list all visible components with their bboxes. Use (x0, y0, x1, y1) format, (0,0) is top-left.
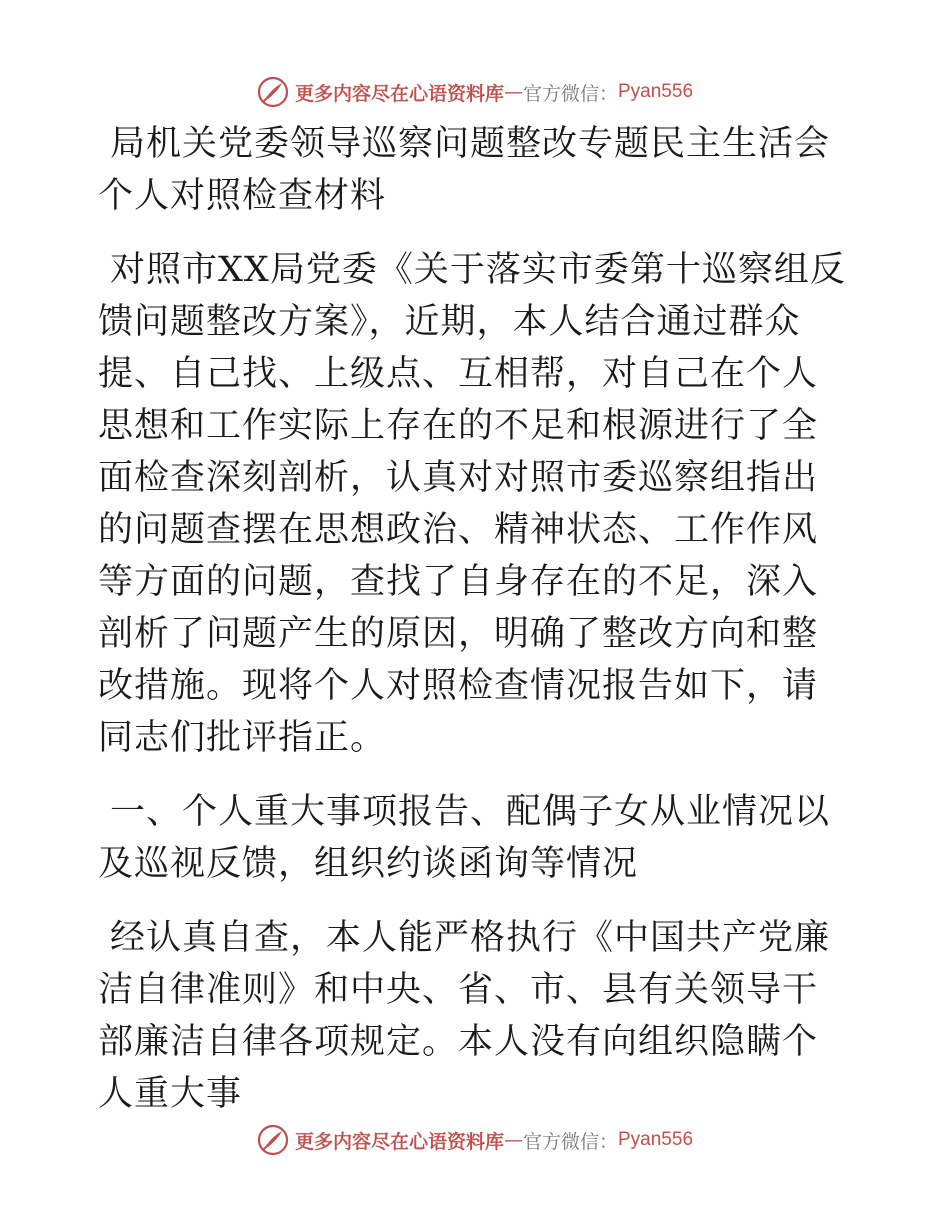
banner-wechat-label: 官方微信： (522, 82, 618, 105)
quill-pen-seal-icon (257, 1124, 289, 1156)
banner-site-text: 更多内容尽在心语资料库 (294, 1130, 504, 1153)
banner-separator: — (503, 81, 523, 103)
document-body (98, 118, 850, 1120)
banner-site-text: 更多内容尽在心语资料库 (294, 82, 504, 105)
banner-wechat-label: 官方微信： (522, 1130, 618, 1153)
banner-separator: — (503, 1129, 523, 1151)
header-watermark-banner (0, 72, 950, 112)
quill-pen-seal-icon (257, 76, 289, 108)
banner-wechat-id: Pyan556 (618, 81, 694, 102)
banner-wechat-id: Pyan556 (618, 1129, 694, 1150)
section-heading-1: 一、个人重大事项报告、配偶子女从业情况以及巡视反馈，组织约谈函询等情况 (98, 792, 831, 884)
paragraph-intro: 对照市XX局党委《关于落实市委第十巡察组反馈问题整改方案》，近期，本人结合通过群众提、自己找、上级点、互相帮，对自己在个人思想和工作实际上存在的不足和根源进行了全面检查深刻剖析，认真对对照市委巡察组指出的问题查摆在思想政治、精神状态、工作作风等方面的问题，查找了自身存在的不足，深入剖析了问题产生的原因，明确了整改方向和整改措施。现将个人对照检查情况报告如下，请同志们批评指正。 (98, 250, 846, 758)
document-title: 局机关党委领导巡察问题整改专题民主生活会个人对照检查材料 (98, 124, 831, 216)
footer-watermark-banner (0, 1120, 950, 1160)
paragraph-section-1: 经认真自查，本人能严格执行《中国共产党廉洁自律准则》和中央、省、市、县有关领导干部廉洁自律各项规定。本人没有向组织隐瞒个人重大事 (98, 918, 831, 1114)
